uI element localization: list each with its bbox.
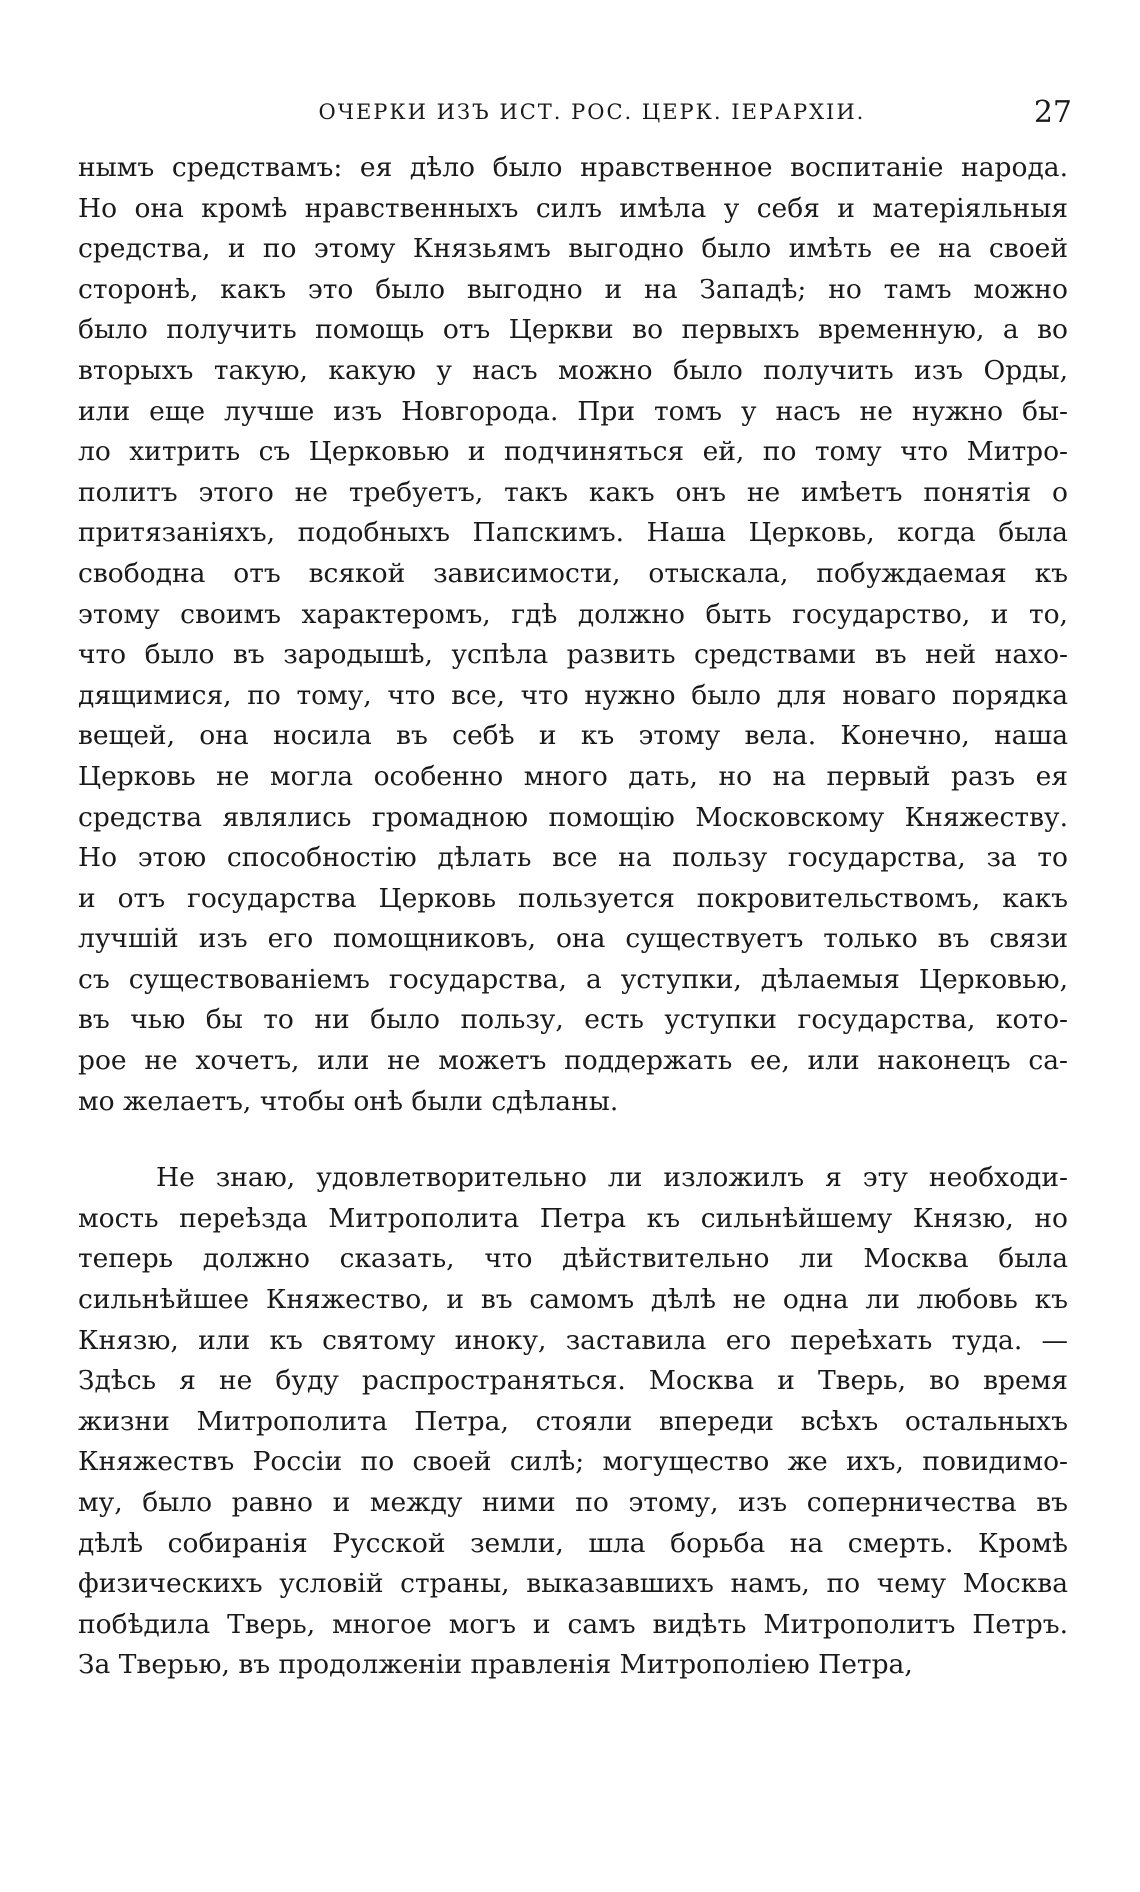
paragraph xyxy=(78,148,1068,1122)
text-line: что было въ зародышѣ, успѣла развить средствами въ ней нахо- xyxy=(78,639,1068,671)
text-line: сильнѣйшее Княжество, и въ самомъ дѣлѣ не одна ли любовь къ xyxy=(78,1284,1068,1316)
text-line: Князю, или къ святому иноку, заставила его переѣхать туда. — xyxy=(78,1324,1068,1356)
text-line: Здѣсь я не буду распространяться. Москва и Тверь, во время xyxy=(78,1365,1068,1397)
text-line: Но она кромѣ нравственныхъ силъ имѣла у себя и матерiяльныя xyxy=(78,192,1068,224)
body-text xyxy=(78,148,1068,1686)
running-title: ОЧЕРКИ ИЗЪ ИСТ. РОС. ЦЕРК. IЕРАРХIИ. xyxy=(318,100,866,124)
text-line: дящимися, по тому, что все, что нужно было для новаго порядка xyxy=(78,679,1068,711)
text-line: было получить помощь отъ Церкви во первыхъ временную, а во xyxy=(78,314,1068,346)
paragraph xyxy=(78,1158,1068,1686)
text-line: побѣдила Тверь, многое могъ и самъ видѣть Митрополитъ Петръ. xyxy=(78,1608,1068,1640)
text-line: жизни Митрополита Петра, стояли впереди всѣхъ остальныхъ xyxy=(78,1405,1068,1437)
text-line: или еще лучше изъ Новгорода. При томъ у насъ не нужно бы- xyxy=(78,395,1068,427)
text-line: му, было равно и между ними по этому, изъ соперничества въ xyxy=(78,1487,1068,1518)
text-line: съ существованiемъ государства, а уступки, дѣлаемыя Церковью, xyxy=(78,963,1068,995)
text-line: свободна отъ всякой зависимости, отыскала, побуждаемая къ xyxy=(78,557,1068,589)
text-line: мость переѣзда Митрополита Петра къ сильнѣйшему Князю, но xyxy=(78,1202,1068,1234)
text-line: въ чью бы то ни было пользу, есть уступки государства, кото- xyxy=(78,1004,1068,1036)
text-line: политъ этого не требуетъ, такъ какъ онъ не имѣетъ понятiя о xyxy=(78,476,1068,508)
text-line: нымъ средствамъ: ея дѣло было нравственное воспитанiе народа. xyxy=(78,152,1068,183)
page-number: 27 xyxy=(1033,94,1072,130)
text-line: дѣлѣ собиранiя Русской земли, шла борьба на смерть. Кромѣ xyxy=(78,1527,1068,1559)
text-line: и отъ государства Церковь пользуется покровительствомъ, какъ xyxy=(78,882,1068,914)
text-line: притязанiяхъ, подобныхъ Папскимъ. Наша Церковь, когда была xyxy=(78,517,1068,549)
running-head xyxy=(80,92,1072,132)
text-line: Княжествъ Россiи по своей силѣ; могущество же ихъ, повидимо- xyxy=(78,1446,1068,1478)
text-line: физическихъ условiй страны, выказавшихъ намъ, по чему Москва xyxy=(78,1568,1068,1600)
text-line: ло хитрить съ Церковью и подчиняться ей, по тому что Митро- xyxy=(78,436,1068,468)
text-line: сторонѣ, какъ это было выгодно и на Западѣ; но тамъ можно xyxy=(78,273,1068,305)
text-line: За Тверью, въ продолженiи правленiя Митрополiею Петра, xyxy=(78,1649,913,1681)
text-line: этому своимъ характеромъ, гдѣ должно быть государство, и то, xyxy=(78,598,1068,630)
text-line: теперь должно сказать, что дѣйствительно ли Москва была xyxy=(78,1243,1068,1275)
paragraph-gap xyxy=(78,1122,1068,1158)
text-line: Но этою способностiю дѣлать все на пользу государства, за то xyxy=(78,842,1068,874)
text-line: Церковь не могла особенно много дать, но на первый разъ ея xyxy=(78,760,1068,792)
text-line: мо желаетъ, чтобы онѣ были сдѣланы. xyxy=(78,1085,619,1117)
text-line: средства, и по этому Князьямъ выгодно было имѣть ее на своей xyxy=(78,233,1068,265)
text-line: лучшiй изъ его помощниковъ, она существуетъ только въ связи xyxy=(78,923,1068,955)
text-line: рое не хочетъ, или не можетъ поддержать ее, или наконецъ са- xyxy=(78,1045,1068,1077)
text-line: вторыхъ такую, какую у насъ можно было получить изъ Орды, xyxy=(78,354,1068,386)
text-line: средства являлись громадною помощiю Московскому Княжеству. xyxy=(78,801,1068,833)
text-line: Не знаю, удовлетворительно ли изложилъ я эту необходи- xyxy=(156,1162,1068,1194)
text-line: вещей, она носила въ себѣ и къ этому вела. Конечно, наша xyxy=(78,720,1068,752)
